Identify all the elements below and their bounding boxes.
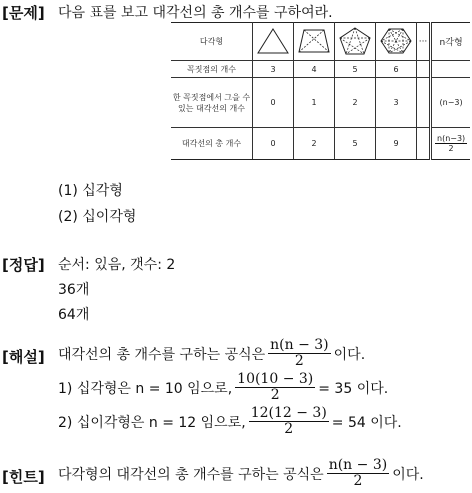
triangle-shape (253, 23, 294, 61)
table-header-dots: ··· (417, 23, 431, 61)
polygon-table (171, 22, 470, 160)
quadrilateral-shape (294, 23, 335, 61)
decagon-fraction: $\frac{10(10 - 3)}{2}$ (237, 371, 314, 403)
table-cell (417, 61, 431, 78)
table-cell: 3 (253, 61, 294, 78)
problem-item-1: (1) 십각형 (58, 183, 123, 199)
table-cell: 0 (253, 78, 294, 128)
table-cell: (n−3) (431, 78, 471, 128)
table-cell (417, 128, 431, 160)
table-row (171, 61, 470, 78)
table-cell: 5 (335, 61, 376, 78)
answer-label: [정답] (2, 256, 45, 274)
table-cell: 6 (376, 61, 417, 78)
table-cell (431, 61, 471, 78)
dodecagon-fraction: $\frac{12(12 - 3)}{2}$ (250, 405, 327, 437)
pentagon-shape (335, 23, 376, 61)
explanation-line-3: 2) 십이각형은 n = 12 임으로, $\frac{12(12 - 3)}{2}$ = 54 이다. (58, 405, 402, 437)
explanation-line-2: 1) 십각형은 n = 10 임으로, $\frac{10(10 - 3)}{2}$ = 35 이다. (58, 371, 389, 403)
table-cell: 2 (294, 128, 335, 160)
table-row-label: 한 꼭짓점에서 그을 수 있는 대각선의 개수 (171, 78, 253, 128)
answer-value-2: 64개 (58, 307, 90, 323)
table-row-label: 꼭짓점의 개수 (171, 61, 253, 78)
hint-label: [힌트] (2, 468, 45, 486)
table-header-ngon: n각형 (431, 23, 471, 61)
answer-value-1: 36개 (58, 282, 90, 298)
formula-fraction: $\frac{n(n - 3)}{2}$ (270, 337, 329, 369)
explanation-label: [해설] (2, 348, 45, 366)
table-cell: 0 (253, 128, 294, 160)
answer-meta: 순서: 있음, 갯수: 2 (58, 257, 176, 273)
table-header-label: 다각형 (171, 23, 253, 61)
table-cell: 2 (335, 78, 376, 128)
problem-text: 다음 표를 보고 대각선의 총 개수를 구하여라. (58, 5, 333, 21)
table-cell (417, 78, 431, 128)
ngon-fraction: $\frac{n(n-3)}{2}$ (437, 134, 466, 153)
hint-fraction: $\frac{n(n - 3)}{2}$ (328, 457, 388, 489)
problem-item-2: (2) 십이각형 (58, 209, 137, 225)
explanation-line-1: 대각선의 총 개수를 구하는 공식은 $\frac{n(n - 3)}{2}$ 이다. (58, 337, 366, 369)
table-cell: 1 (294, 78, 335, 128)
table-row (171, 78, 470, 128)
table-row (171, 128, 470, 160)
problem-label: [문제] (2, 4, 45, 22)
table-cell: 9 (376, 128, 417, 160)
hint-text: 다각형의 대각선의 총 개수를 구하는 공식은 $\frac{n(n - 3)}{2}$ 이다. (58, 457, 424, 489)
table-row-label: 대각선의 총 개수 (171, 128, 253, 160)
table-cell (431, 128, 471, 160)
table-cell: 3 (376, 78, 417, 128)
table-cell: 4 (294, 61, 335, 78)
table-cell: 5 (335, 128, 376, 160)
hexagon-shape (376, 23, 417, 61)
